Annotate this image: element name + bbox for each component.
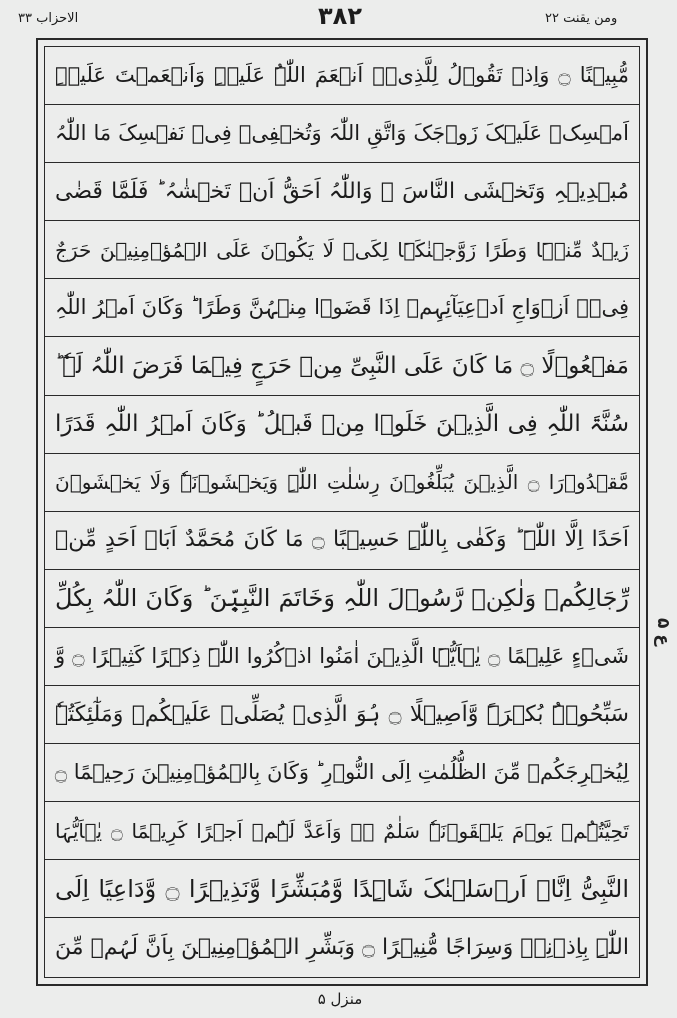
text-line: سُنَّۃَ اللّٰہِ فِی الَّذِیۡنَ خَلَوۡا مِنۡ قَبۡلُ ؕ وَکَانَ اَمۡرُ اللّٰہِ قَدَرًا (45, 396, 639, 454)
surah-name: الاحزاب ۳۳ (18, 11, 79, 26)
text-line: لِیُخۡرِجَکُمۡ مِّنَ الظُّلُمٰتِ اِلَی النُّوۡرِ ؕ وَکَانَ بِالۡمُؤۡمِنِیۡنَ رَحِیۡمًا ۝ (45, 744, 639, 802)
text-line: اَحَدًا اِلَّا اللّٰہَ ؕ وَکَفٰی بِاللّٰہِ حَسِیۡبًا ۝ مَا کَانَ مُحَمَّدٌ اَبَاۤ اَحَدٍ مِّنۡ (45, 512, 639, 570)
text-line: النَّبِیُّ اِنَّاۤ اَرۡسَلۡنٰکَ شَاہِدًا وَّمُبَشِّرًا وَّنَذِیۡرًا ۝ وَّدَاعِیًا اِلَی (45, 860, 639, 918)
text-line: تَحِیَّتُہُمۡ یَوۡمَ یَلۡقَوۡنَہٗ سَلٰمٌ ۚۖ وَاَعَدَّ لَہُمۡ اَجۡرًا کَرِیۡمًا ۝ یٰۤاَیُّہَا (45, 802, 639, 860)
text-line: مَّقۡدُوۡرَا ۝ الَّذِیۡنَ یُبَلِّغُوۡنَ رِسٰلٰتِ اللّٰہِ وَیَخۡشَوۡنَہٗ وَلَا یَخۡشَوۡنَ (45, 454, 639, 512)
ruku-marker: ع ۵ (653, 618, 673, 646)
manzil-footer: منزل ۵ (317, 990, 363, 1008)
text-line: رِّجَالِکُمۡ وَلٰکِنۡ رَّسُوۡلَ اللّٰہِ وَخَاتَمَ النَّبِیّٖنَ ؕ وَکَانَ اللّٰہُ بِکُلِّ (45, 570, 639, 628)
text-line: اللّٰہِ بِاِذۡنِہٖ وَسِرَاجًا مُّنِیۡرًا ۝ وَبَشِّرِ الۡمُؤۡمِنِیۡنَ بِاَنَّ لَہُمۡ مِّنَ (55, 934, 629, 960)
text-line: سَبِّحُوۡہُ بُکۡرَۃً وَّاَصِیۡلًا ۝ ہُوَ الَّذِیۡ یُصَلِّیۡ عَلَیۡکُمۡ وَمَلٰٓئِکَتُہٗ (45, 686, 639, 744)
text-line: اَمۡسِکۡ عَلَیۡکَ زَوۡجَکَ وَاتَّقِ اللّٰہَ وَتُخۡفِیۡ فِیۡ نَفۡسِکَ مَا اللّٰہُ (45, 105, 639, 163)
text-line: مُبۡدِیۡہِ وَتَخۡشَی النَّاسَ ۚ وَاللّٰہُ اَحَقُّ اَنۡ تَخۡشٰہُ ؕ فَلَمَّا قَضٰی (45, 163, 639, 221)
text-line: زَیۡدٌ مِّنۡہَا وَطَرًا زَوَّجۡنٰکَہَا لِکَیۡ لَا یَکُوۡنَ عَلَی الۡمُؤۡمِنِیۡنَ حَرَجٌ (45, 221, 639, 279)
page-number: ۳۸۲ (318, 2, 362, 30)
text-line: مُّبِيۡنًا ۝ وَاِذۡ تَقُوۡلُ لِلَّذِیۡۤ اَنۡعَمَ اللّٰہُ عَلَیۡہِ وَاَنۡعَمۡتَ عَلَیۡہِ (45, 47, 639, 105)
text-line: مَفۡعُوۡلًا ۝ مَا کَانَ عَلَی النَّبِیِّ مِنۡ حَرَجٍ فِیۡمَا فَرَضَ اللّٰہُ لَہٗ ؕ (45, 338, 639, 396)
text-line: فِیۡۤ اَزۡوَاجِ اَدۡعِیَآئِہِمۡ اِذَا قَضَوۡا مِنۡہُنَّ وَطَرًا ؕ وَکَانَ اَمۡرُ اللّٰہِ (45, 279, 639, 337)
text-line: شَیۡءٍ عَلِیۡمًا ۝ یٰۤاَیُّہَا الَّذِیۡنَ اٰمَنُوا اذۡکُرُوا اللّٰہَ ذِکۡرًا کَثِیۡرًا ۝ وَّ (45, 628, 639, 686)
juz-name: ومن یقنت ۲۲ (545, 11, 618, 26)
text-block (45, 47, 639, 977)
page-header (0, 0, 677, 36)
